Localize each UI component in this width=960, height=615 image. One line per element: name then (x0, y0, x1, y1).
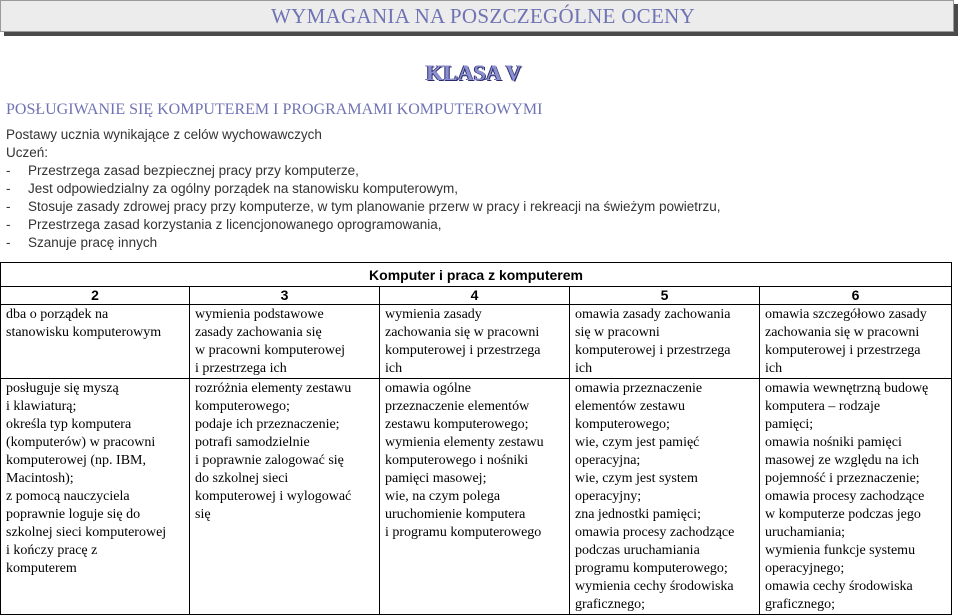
requirement-line: omawia wewnętrzną budowę (765, 381, 929, 396)
requirement-line: z pomocą nauczyciela (6, 489, 130, 504)
requirement-line: omawia ogólne (385, 381, 471, 396)
bullet-text: Szanuje pracę innych (28, 235, 158, 250)
requirement-line: i poprawnie zalogować się (195, 453, 344, 468)
page-title: WYMAGANIA NA POSZCZEGÓLNE OCENY (271, 4, 696, 28)
dash-marker: - (6, 217, 11, 232)
requirement-line: w pracowni komputerowej (195, 343, 346, 358)
requirement-line: programu komputerowego; (575, 561, 728, 576)
requirement-cell (760, 305, 952, 379)
requirement-line: Macintosh); (6, 471, 74, 486)
requirement-line: operacyjnego; (765, 561, 845, 576)
requirement-line: podczas uruchamiania (575, 543, 700, 558)
requirement-line: elementów zestawu (575, 399, 686, 414)
grade-header: 2 (1, 287, 190, 305)
section-title: POSŁUGIWANIE SIĘ KOMPUTEREM I PROGRAMAMI KOMPUTEROWYMI (6, 101, 543, 118)
requirement-line: i klawiaturą; (6, 399, 77, 414)
requirement-line: wymienia funkcje systemu (765, 543, 916, 558)
requirement-line: wymienia elementy zestawu (385, 435, 544, 450)
requirement-line: stanowisku komputerowym (6, 325, 162, 340)
page-header-banner (0, 0, 954, 32)
requirement-line: komputerem (6, 561, 77, 576)
requirement-line: w komputerze podczas jego (765, 507, 921, 522)
requirement-line: poprawnie loguje się do (6, 507, 141, 522)
requirement-line: komputerowej i przestrzega (575, 343, 731, 358)
requirement-line: wymienia podstawowe (195, 307, 324, 322)
intro-bullet (6, 199, 721, 214)
dash-marker: - (6, 181, 11, 196)
requirement-line: (komputerów) w pracowni (6, 435, 156, 450)
requirement-line: graficznego; (575, 597, 645, 612)
requirement-cell (190, 305, 380, 379)
requirement-line: komputerowej i przestrzega (765, 343, 921, 358)
requirement-line: się w pracowni (575, 325, 660, 340)
dash-marker: - (6, 163, 11, 178)
requirement-line: omawia nośniki pamięci (765, 435, 902, 450)
requirement-line: i kończy pracę z (6, 543, 98, 558)
requirement-line: wymienia cechy środowiska (575, 579, 734, 594)
requirement-line: uruchomienie komputera (385, 507, 526, 522)
requirement-line: omawia zasady zachowania (575, 307, 731, 322)
requirement-line: omawia przeznaczenie (575, 381, 703, 396)
requirement-cell (190, 379, 380, 615)
requirement-line: komputerowej (np. IBM, (6, 453, 146, 468)
requirement-line: przeznaczenie elementów (385, 399, 530, 414)
requirement-line: rozróżnia elementy zestawu (195, 381, 352, 396)
requirement-line: ich (385, 361, 403, 376)
requirement-line: komputera – rodzaje (765, 399, 881, 414)
table-row (1, 305, 952, 379)
grade-header: 4 (380, 287, 570, 305)
requirement-line: podaje ich przeznaczenie; (195, 417, 340, 432)
requirement-line: operacyjna; (575, 453, 641, 468)
requirement-line: komputerowej i wylogować (195, 489, 352, 504)
grade-header: 5 (570, 287, 760, 305)
requirement-line: wie, czym jest pamięć (575, 435, 700, 450)
requirement-cell (570, 379, 760, 615)
grades-table (0, 262, 952, 615)
requirement-line: omawia szczegółowo zasady (765, 307, 927, 322)
intro-line: Uczeń: (6, 145, 49, 160)
requirement-line: komputerowego; (575, 417, 670, 432)
requirement-line: komputerowego; (195, 399, 290, 414)
requirement-line: się (195, 507, 211, 522)
requirement-line: posługuje się myszą (6, 381, 119, 396)
requirement-cell (570, 305, 760, 379)
requirement-line: komputerowej i przestrzega (385, 343, 541, 358)
grade-header-row (1, 287, 952, 305)
requirement-line: komputerowego i nośniki (385, 453, 529, 468)
requirement-cell (1, 379, 190, 615)
requirement-cell (760, 379, 952, 615)
intro-bullet (6, 217, 441, 232)
table-row (1, 379, 952, 615)
table-title: Komputer i praca z komputerem (1, 263, 952, 287)
requirement-line: pamięci masowej; (385, 471, 487, 486)
requirement-line: omawia cechy środowiska (765, 579, 913, 594)
requirement-line: graficznego; (765, 597, 835, 612)
requirement-line: dba o porządek na (6, 307, 109, 322)
requirement-line: i przestrzega ich (195, 361, 287, 376)
dash-marker: - (6, 235, 11, 250)
intro-bullet (6, 181, 458, 196)
requirement-line: ich (575, 361, 593, 376)
intro-bullet (6, 235, 157, 250)
requirement-line: i programu komputerowego (385, 525, 542, 540)
requirement-line: omawia procesy zachodzące (575, 525, 735, 540)
requirement-line: zasady zachowania się (195, 325, 322, 340)
requirement-line: zestawu komputerowego; (385, 417, 529, 432)
requirement-line: wymienia zasady (385, 307, 482, 322)
requirement-cell (380, 379, 570, 615)
requirement-line: masowej ze względu na ich (765, 453, 919, 468)
requirement-cell (380, 305, 570, 379)
requirement-line: potrafi samodzielnie (195, 435, 310, 450)
bullet-text: Przestrzega zasad korzystania z licencjonowanego oprogramowania, (28, 217, 442, 232)
requirement-line: wie, na czym polega (385, 489, 501, 504)
bullet-text: Stosuje zasady zdrowej pracy przy komputerze, w tym planowanie przerw w pracy i rekreacji na świeżym powietrzu, (28, 199, 721, 214)
bullet-text: Jest odpowiedzialny za ogólny porządek na stanowisku komputerowym, (28, 181, 458, 196)
requirement-line: operacyjny; (575, 489, 642, 504)
requirement-line: wie, czym jest system (575, 471, 698, 486)
requirement-line: zachowania się w pracowni (385, 325, 540, 340)
grade-header: 3 (190, 287, 380, 305)
bullet-text: Przestrzega zasad bezpiecznej pracy przy komputerze, (28, 163, 359, 178)
dash-marker: - (6, 199, 11, 214)
grade-header: 6 (760, 287, 952, 305)
requirement-line: zna jednostki pamięci; (575, 507, 701, 522)
requirement-line: uruchamiania; (765, 525, 846, 540)
requirement-cell (1, 305, 190, 379)
requirement-line: do szkolnej sieci (195, 471, 289, 486)
requirement-line: pojemność i przeznaczenie; (765, 471, 920, 486)
class-heading: KLASA V (426, 60, 522, 85)
requirement-line: określa typ komputera (6, 417, 132, 432)
requirement-line: pamięci; (765, 417, 814, 432)
requirement-line: zachowania się w pracowni (765, 325, 920, 340)
intro-bullet (6, 163, 359, 178)
intro-line: Postawy ucznia wynikające z celów wychowawczych (6, 127, 322, 142)
requirement-line: ich (765, 361, 783, 376)
requirement-line: omawia procesy zachodzące (765, 489, 925, 504)
requirement-line: szkolnej sieci komputerowej (6, 525, 167, 540)
